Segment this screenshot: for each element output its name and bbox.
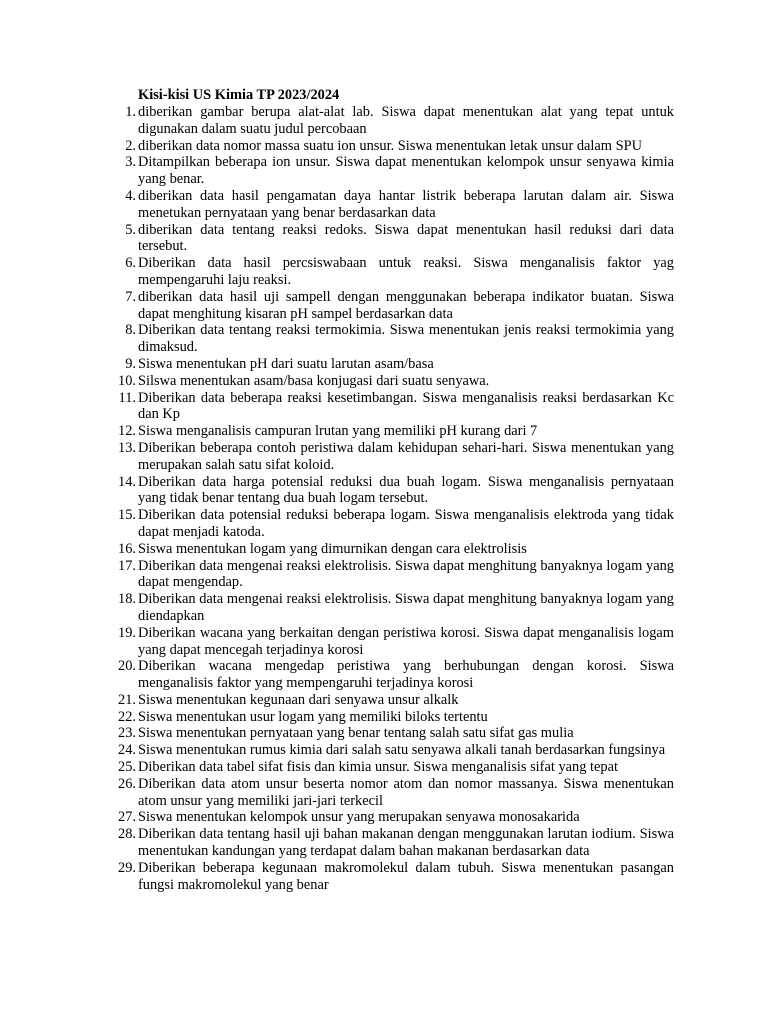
grid-list: [100, 104, 674, 893]
grid-item-number: 22.: [118, 708, 136, 725]
grid-item-text: diberikan gambar berupa alat-alat lab. Siswa dapat menentukan alat yang tepat untuk digunakan dalam suatu judul percobaan: [138, 104, 674, 137]
grid-item-number: 23.: [118, 725, 136, 742]
grid-list-item: [100, 289, 674, 323]
grid-item-text: Siswa menentukan rumus kimia dari salah satu senyawa alkali tanah berdasarkan fungsinya: [138, 742, 666, 759]
grid-list-item: [100, 809, 674, 826]
grid-item-number: 9.: [125, 355, 136, 372]
grid-list-item: [100, 507, 674, 541]
grid-list-item: [100, 104, 674, 138]
grid-list-item: [100, 541, 674, 558]
grid-item-number: 12.: [118, 423, 136, 440]
grid-list-item: [100, 860, 674, 894]
grid-item-number: 1.: [125, 104, 136, 120]
grid-item-number: 21.: [118, 691, 136, 708]
grid-item-number: 28.: [118, 826, 136, 843]
grid-item-number: 19.: [118, 624, 136, 641]
grid-item-number: 5.: [125, 221, 136, 238]
grid-item-number: 3.: [125, 154, 136, 171]
grid-list-item: [100, 373, 674, 390]
grid-item-text: Diberikan data atom unsur beserta nomor atom dan nomor massanya. Siswa menentukan atom unsur yang memiliki jari-jari terkecil: [138, 775, 674, 809]
grid-item-number: 26.: [118, 775, 136, 792]
grid-item-text: Diberikan data mengenai reaksi elektrolisis. Siswa dapat menghitung banyaknya logam yang dapat mengendap.: [138, 557, 674, 591]
grid-item-text: Diberikan beberapa kegunaan makromolekul dalam tubuh. Siswa menentukan pasangan fungsi makromolekul yang benar: [138, 859, 674, 893]
grid-item-text: diberikan data hasil pengamatan daya hantar listrik beberapa larutan dalam air. Siswa menetukan pernyataan yang benar berdasarkan data: [138, 187, 674, 221]
grid-item-text: Diberikan data beberapa reaksi kesetimbangan. Siswa menganalisis reaksi berdasarkan Kc dan Kp: [138, 389, 674, 423]
grid-list-item: [100, 222, 674, 256]
grid-item-number: 24.: [118, 742, 136, 759]
grid-item-number: 11.: [118, 389, 136, 406]
grid-item-text: Siswa menganalisis campuran lrutan yang memiliki pH kurang dari 7: [138, 423, 538, 440]
grid-item-number: 29.: [118, 859, 136, 876]
grid-item-text: diberikan data hasil uji sampell dengan menggunakan beberapa indikator buatan. Siswa dapat menghitung kisaran pH sampel berdasarkan data: [138, 288, 674, 322]
grid-item-number: 14.: [118, 473, 136, 490]
grid-item-text: Diberikan wacana mengedap peristiwa yang berhubungan dengan korosi. Siswa menganalisis faktor yang mempengaruhi terjadinya korosi: [138, 658, 674, 692]
grid-item-text: Diberikan data tentang hasil uji bahan makanan dengan menggunakan larutan iodium. Siswa menentukan kandungan yang terdapat dalam bahan makanan berdasarkan data: [138, 826, 674, 860]
grid-list-item: [100, 356, 674, 373]
grid-item-number: 6.: [125, 255, 136, 272]
grid-list-item: [100, 591, 674, 625]
grid-item-text: Silswa menentukan asam/basa konjugasi dari suatu senyawa.: [138, 372, 490, 389]
grid-list-item: [100, 390, 674, 424]
grid-list-item: [100, 826, 674, 860]
grid-list-item: [100, 154, 674, 188]
grid-item-text: Siswa menentukan logam yang dimurnikan dengan cara elektrolisis: [138, 540, 527, 557]
grid-item-text: Siswa menentukan kelompok unsur yang merupakan senyawa monosakarida: [138, 809, 580, 826]
grid-item-number: 10.: [118, 372, 136, 389]
grid-list-item: [100, 625, 674, 659]
grid-list-item: [100, 423, 674, 440]
grid-list-item: [100, 138, 674, 155]
grid-item-text: diberikan data tentang reaksi redoks. Siswa dapat menentukan hasil reduksi dari data tersebut.: [138, 221, 674, 255]
grid-item-text: Siswa menentukan pH dari suatu larutan asam/basa: [138, 355, 434, 372]
grid-list-item: [100, 725, 674, 742]
grid-list-item: [100, 474, 674, 508]
grid-list-item: [100, 440, 674, 474]
grid-list-item: [100, 742, 674, 759]
grid-item-number: 15.: [118, 507, 136, 524]
grid-list-item: [100, 558, 674, 592]
grid-item-text: Diberikan data harga potensial reduksi dua buah logam. Siswa menganalisis pernyataan yang tidak benar tentang dua buah logam tersebut.: [138, 473, 674, 507]
grid-item-number: 20.: [118, 658, 136, 675]
grid-item-number: 13.: [118, 439, 136, 456]
grid-item-number: 25.: [118, 759, 136, 776]
grid-list-item: [100, 692, 674, 709]
grid-list-item: [100, 709, 674, 726]
grid-list-item: [100, 658, 674, 692]
grid-item-number: 4.: [125, 187, 136, 204]
grid-item-text: Diberikan data hasil percsiswabaan untuk reaksi. Siswa menganalisis faktor yag mempengaruhi laju reaksi.: [138, 255, 674, 288]
grid-item-text: Diberikan data tabel sifat fisis dan kimia unsur. Siswa menganalisis sifat yang tepat: [138, 759, 618, 776]
grid-item-text: Diberikan beberapa contoh peristiwa dalam kehidupan sehari-hari. Siswa menentukan yang merupakan salah satu sifat koloid.: [138, 439, 674, 473]
grid-list-item: [100, 776, 674, 810]
grid-item-text: Siswa menentukan usur logam yang memiliki biloks tertentu: [138, 708, 488, 725]
grid-item-text: Siswa menentukan pernyataan yang benar tentang salah satu sifat gas mulia: [138, 725, 574, 742]
grid-item-number: 2.: [125, 137, 136, 154]
grid-list-item: [100, 255, 674, 289]
grid-item-text: diberikan data nomor massa suatu ion unsur. Siswa menentukan letak unsur dalam SPU: [138, 137, 642, 154]
grid-item-text: Ditampilkan beberapa ion unsur. Siswa dapat menentukan kelompok unsur senyawa kimia yang benar.: [138, 154, 674, 188]
grid-item-number: 18.: [118, 591, 136, 608]
grid-item-number: 7.: [125, 288, 136, 305]
grid-item-text: Diberikan data mengenai reaksi elektrolisis. Siswa dapat menghitung banyaknya logam yang diendapkan: [138, 591, 674, 624]
grid-item-number: 16.: [118, 540, 136, 557]
grid-item-text: Diberikan wacana yang berkaitan dengan peristiwa korosi. Siswa dapat menganalisis logam yang dapat mencegah terjadinya korosi: [138, 624, 674, 658]
grid-item-text: Diberikan data potensial reduksi beberapa logam. Siswa menganalisis elektroda yang tidak dapat menjadi katoda.: [138, 507, 674, 540]
grid-list-item: [100, 322, 674, 356]
grid-item-number: 17.: [118, 557, 136, 574]
grid-list-item: [100, 188, 674, 222]
grid-item-number: 8.: [125, 322, 136, 339]
grid-item-text: Siswa menentukan kegunaan dari senyawa unsur alkalk: [138, 691, 459, 708]
document-title: Kisi-kisi US Kimia TP 2023/2024: [138, 87, 340, 103]
grid-list-item: [100, 759, 674, 776]
grid-item-number: 27.: [118, 809, 136, 826]
grid-item-text: Diberikan data tentang reaksi termokimia. Siswa menentukan jenis reaksi termokimia yang dimaksud.: [138, 322, 674, 356]
